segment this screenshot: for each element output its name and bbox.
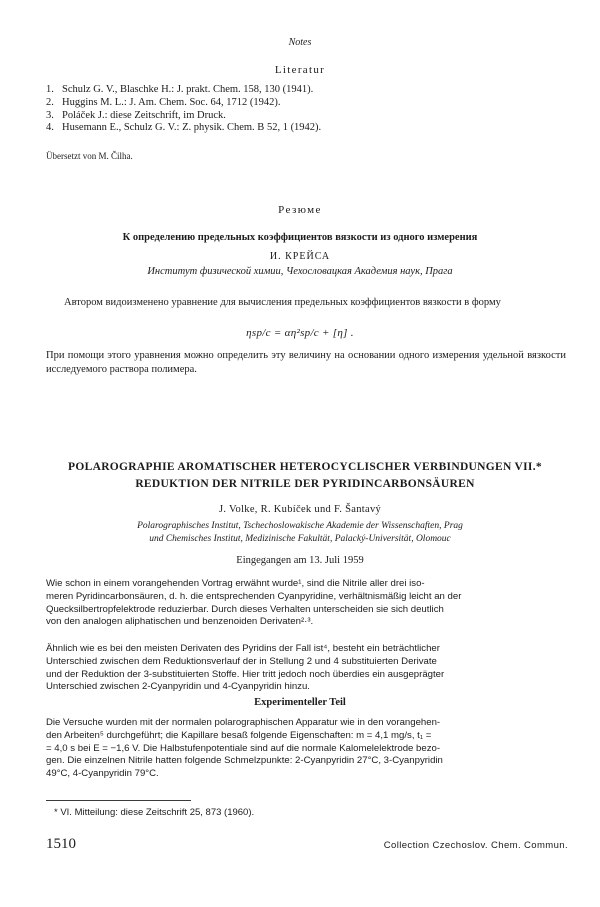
equation: ηsp/c = αη²sp/c + [η] .: [246, 327, 354, 339]
article-title: [40, 459, 570, 493]
reference-item: [46, 97, 566, 110]
text-line: Unterschied zwischen dem Reduktionsverlauf der in Stellung 2 und 4 substituierten Derivate: [46, 655, 437, 667]
body-paragraph: [46, 578, 568, 629]
translator-note: Übersetzt von M. Čilha.: [46, 151, 133, 161]
received-date: Eingegangen am 13. Juli 1959: [236, 555, 364, 566]
text-line: Unterschied zwischen 2-Cyanpyridin und 4-Cyanpyridin hinzu.: [46, 681, 310, 693]
body-paragraph: [46, 643, 568, 694]
section-heading: Experimenteller Teil: [254, 697, 346, 708]
reference-number: 2.: [46, 96, 54, 108]
text-line: von den analogen aliphatischen und benzenoiden Derivaten²·³.: [46, 616, 314, 628]
footnote: * VI. Mitteilung: diese Zeitschrift 25, 873 (1960).: [54, 807, 255, 818]
page-number: 1510: [46, 836, 76, 852]
text-line: den Arbeiten⁵ durchgeführt; die Kapillare besaß folgende Eigenschaften: m = 4,1 mg/s, t₁ =: [46, 729, 432, 741]
resume-affiliation: Институт физической химии, Чехословацкая Академия наук, Прага: [147, 266, 453, 277]
reference-item: [46, 110, 566, 123]
reference-text: Schulz G. V., Blaschke H.: J. prakt. Chem. 158, 130 (1941).: [62, 84, 314, 95]
footnote-divider: [46, 800, 191, 801]
article-title-line: POLAROGRAPHIE AROMATISCHER HETEROCYCLISCHER VERBINDUNGEN VII.*: [68, 461, 542, 473]
text-line: Ähnlich wie es bei den meisten Derivaten des Pyridins der Fall ist⁴, besteht ein beträchtlicher: [46, 643, 440, 654]
reference-number: 4.: [46, 122, 54, 134]
text-line: Wie schon in einem vorangehenden Vortrag erwähnt wurde¹, sind die Nitrile aller drei iso-: [46, 578, 425, 589]
resume-heading: Резюме: [278, 204, 322, 216]
running-head: Notes: [288, 37, 312, 48]
reference-text: Husemann E., Schulz G. V.: Z. physik. Chem. B 52, 1 (1942).: [62, 122, 322, 134]
text-line: = 4,0 s bei E = −1,6 V. Die Halbstufenpotentiale sind auf die normale Kalomelelektrode bezo-: [46, 742, 441, 754]
reference-number: 3.: [46, 109, 54, 121]
affiliation-line: und Chemisches Institut, Medizinische Fakultät, Palacký-Universität, Olomouc: [149, 533, 451, 544]
text-line: und der Reduktion der 3-substituierten Stoffe. Hier tritt jedoch noch überdies ein ausgeprägter: [46, 668, 445, 680]
article-authors: J. Volke, R. Kubíček und F. Šantavý: [218, 504, 382, 515]
body-paragraph: [46, 717, 568, 781]
text-line: gen. Die einzelnen Nitrile hatten folgende Schmelzpunkte: 2-Cyanpyridin 27°C, 3-Cyanpyridin: [46, 755, 443, 767]
resume-author: И. КРЕЙСА: [269, 251, 331, 262]
reference-item: [46, 122, 566, 135]
reference-text: Poláček J.: diese Zeitschrift, im Druck.: [62, 109, 226, 121]
text-line: meren Pyridincarbonsäuren, d. h. die entsprechenden Cyanpyridine, verhältnismäßig leicht an der: [46, 590, 462, 602]
article-affiliation: [40, 520, 560, 545]
resume-paragraph: При помощи этого уравнения можно определить эту величину на основании одного измерения удельной вязкости исследуемого раствора полимера.: [46, 350, 566, 375]
reference-item: [46, 84, 566, 97]
text-line: 49°C, 4-Cyanpyridin 79°C.: [46, 768, 159, 780]
article-title-line: REDUKTION DER NITRILE DER PYRIDINCARBONSÄUREN: [135, 478, 475, 490]
reference-text: Huggins M. L.: J. Am. Chem. Soc. 64, 1712 (1942).: [62, 96, 281, 108]
reference-list: [46, 84, 566, 135]
journal-name: Collection Czechoslov. Chem. Commun.: [383, 840, 568, 851]
reference-number: 1.: [46, 84, 54, 95]
text-line: Quecksilbertropfelektrode reduzierbar. Durch dieses Verhalten unterscheiden sie sich deutlich: [46, 603, 444, 615]
literature-heading: Literatur: [274, 64, 326, 76]
resume-paragraph: Автором видоизменено уравнение для вычисления предельных коэффициентов вязкости в форму: [64, 297, 501, 308]
affiliation-line: Polarographisches Institut, Tschechoslowakische Akademie der Wissenschaften, Prag: [137, 521, 463, 531]
text-line: Die Versuche wurden mit der normalen polarographischen Apparatur wie in den vorangehen-: [46, 717, 441, 728]
resume-paper-title: К определению предельных коэффициентов вязкости из одного измерения: [122, 232, 478, 243]
